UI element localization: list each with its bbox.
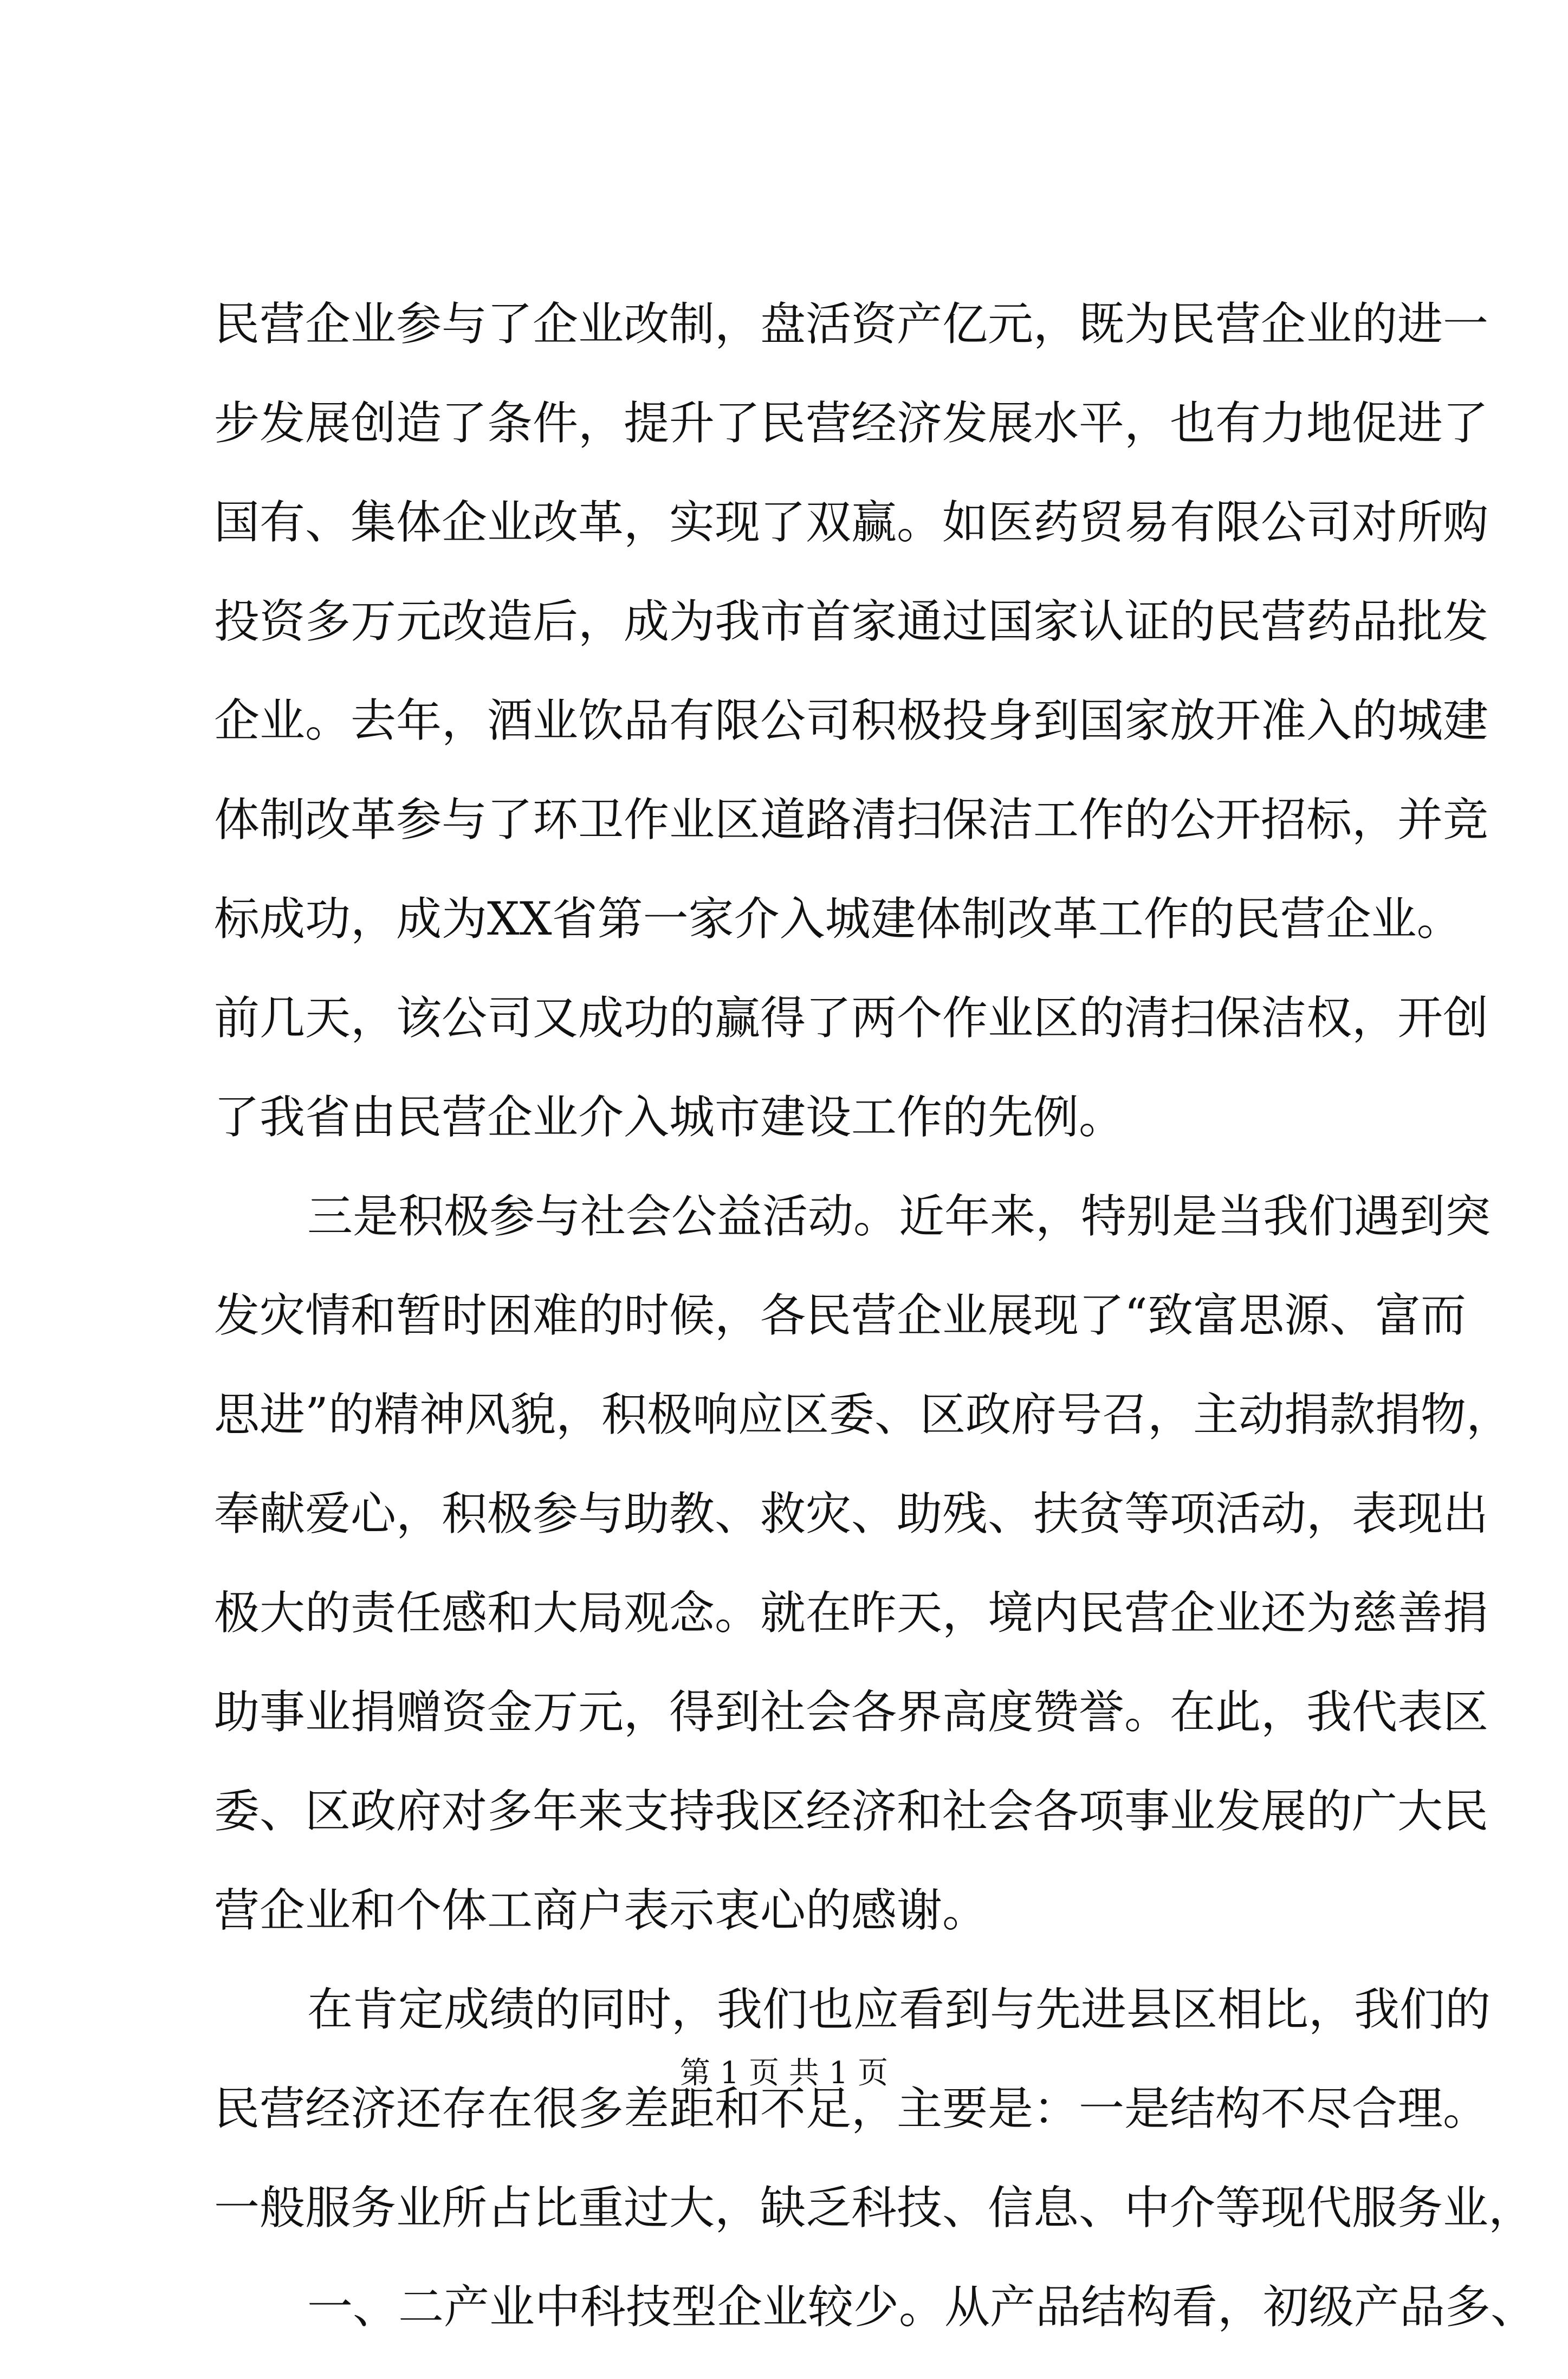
- text-line: 体制改革参与了环卫作业区道路清扫保洁工作的公开招标，并竞: [214, 793, 1489, 846]
- text-line: 思进”的精神风貌，积极响应区委、区政府号召，主动捐款捐物，: [214, 1388, 1512, 1441]
- text-line: 国有、集体企业改革，实现了双赢。如医药贸易有限公司对所购: [214, 496, 1489, 549]
- paragraph-start-line: 在肯定成绩的同时，我们也应看到与先进县区相比，我们的: [307, 1983, 1491, 2036]
- text-line: 奉献爱心，积极参与助教、救灾、助残、扶贫等项活动，表现出: [214, 1487, 1489, 1540]
- page-number-footer: 第 1 页 共 1 页: [679, 2056, 889, 2091]
- text-line: 步发展创造了条件，提升了民营经济发展水平，也有力地促进了: [214, 397, 1489, 450]
- text-line: 了我省由民营企业介入城市建设工作的先例。: [214, 1091, 1125, 1144]
- paragraph-start-line: 三是积极参与社会公益活动。近年来，特别是当我们遇到突: [307, 1190, 1491, 1243]
- text-line: 标成功，成为XX省第一家介入城建体制改革工作的民营企业。: [214, 892, 1462, 945]
- text-line: 民营经济还存在很多差距和不足，主要是：一是结构不尽合理。: [214, 2082, 1489, 2135]
- text-line: 前几天，该公司又成功的赢得了两个作业区的清扫保洁权，开创: [214, 991, 1489, 1045]
- paragraph-start-line: 一、二产业中科技型企业较少。从产品结构看，初级产品多、: [307, 2280, 1537, 2333]
- text-line: 委、区政府对多年来支持我区经济和社会各项事业发展的广大民: [214, 1785, 1489, 1838]
- text-line: 营企业和个体工商户表示衷心的感谢。: [214, 1884, 988, 1937]
- text-line: 投资多万元改造后，成为我市首家通过国家认证的民营药品批发: [214, 595, 1489, 648]
- text-line: 一般服务业所占比重过大，缺乏科技、信息、中介等现代服务业，: [214, 2181, 1534, 2234]
- text-line: 助事业捐赠资金万元，得到社会各界高度赞誉。在此，我代表区: [214, 1686, 1489, 1739]
- text-line: 民营企业参与了企业改制，盘活资产亿元，既为民营企业的进一: [214, 297, 1489, 351]
- text-line: 极大的责任感和大局观念。就在昨天，境内民营企业还为慈善捐: [214, 1586, 1489, 1639]
- text-line: 发灾情和暂时困难的时候，各民营企业展现了“致富思源、富而: [214, 1289, 1466, 1342]
- text-line: 企业。去年，酒业饮品有限公司积极投身到国家放开准入的城建: [214, 694, 1489, 747]
